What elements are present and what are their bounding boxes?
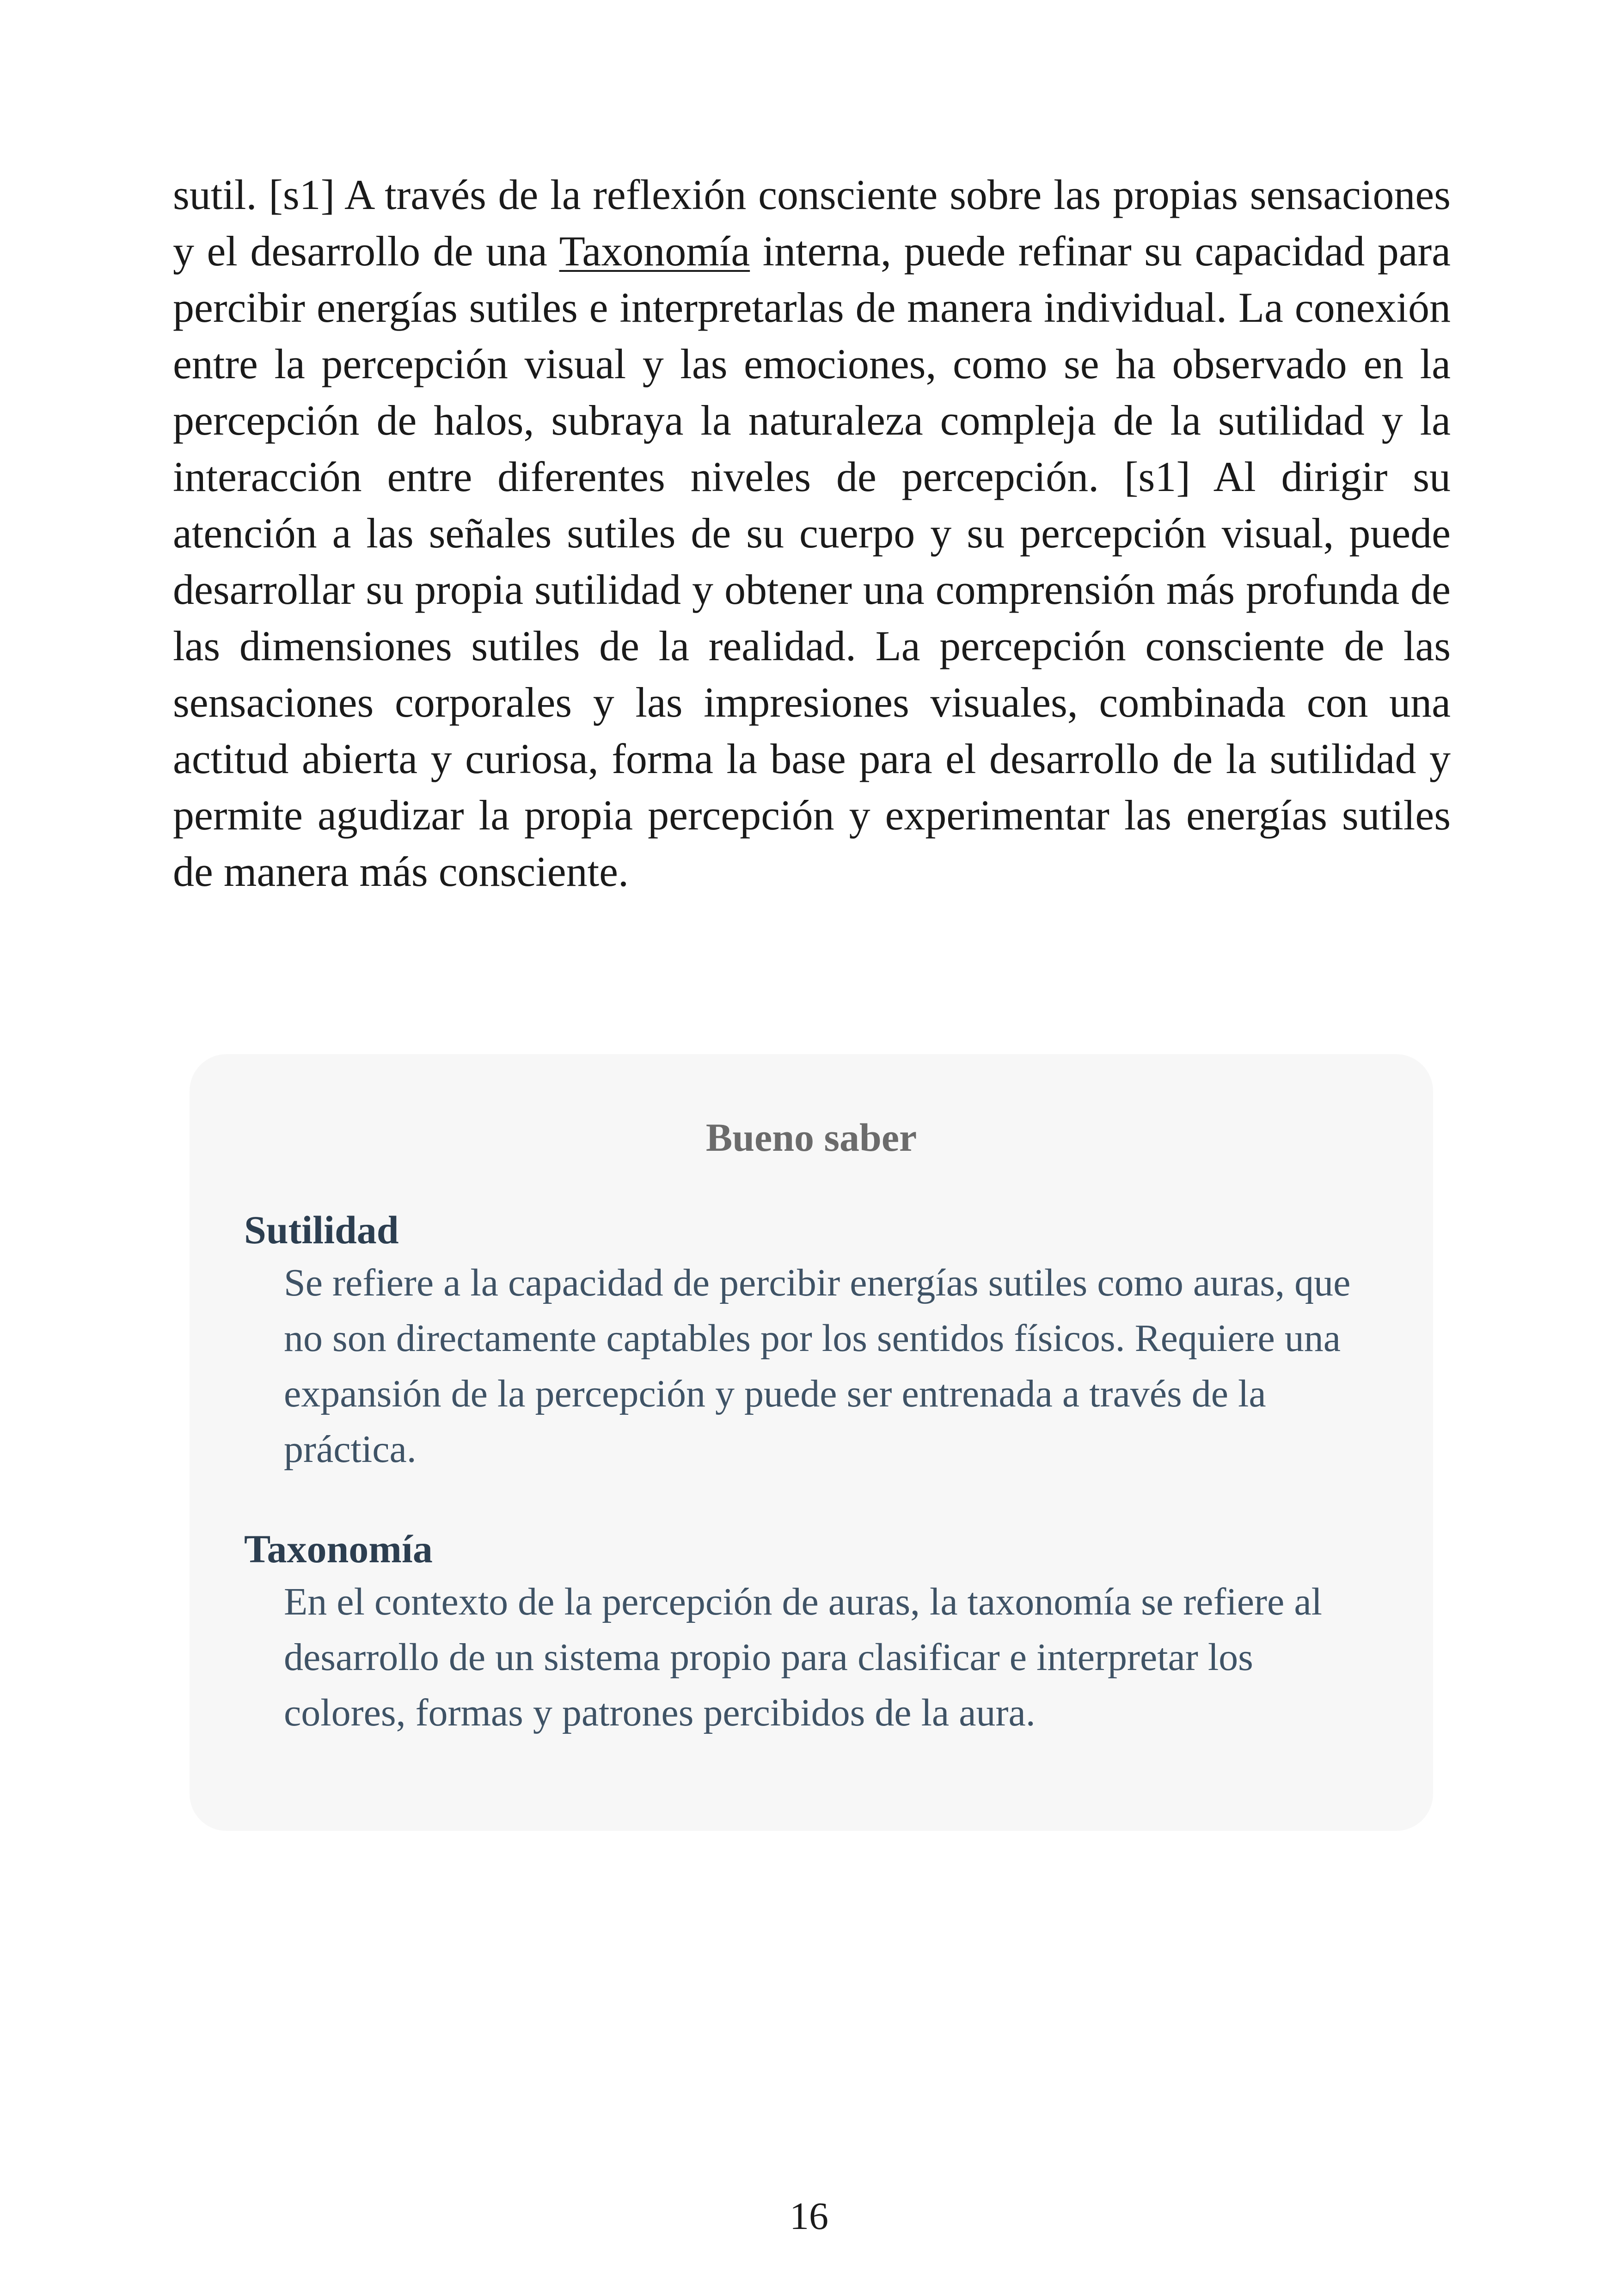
glossary-definition: Se refiere a la capacidad de percibir energías sutiles como auras, que no son directamente captables por los sentidos físicos. Requiere una expansión de la percepción y puede ser entrenada a través de la práctica.	[284, 1261, 1351, 1471]
glossary-term: Taxonomía	[244, 1527, 433, 1571]
page-number: 16	[790, 2195, 828, 2238]
taxonomia-link[interactable]: Taxonomía	[559, 227, 750, 275]
body-paragraph	[173, 166, 1451, 900]
box-title: Bueno saber	[705, 1115, 917, 1160]
glossary-entry-sutilidad	[244, 1204, 1368, 1477]
body-text-start: sutil. [s1] A través de la reflexión consciente sobre las propias sensaciones y el desarrollo de una	[173, 171, 1451, 275]
glossary-term: Sutilidad	[244, 1208, 399, 1252]
glossary-definition: En el contexto de la percepción de auras, la taxonomía se refiere al desarrollo de un sistema propio para clasificar e interpretar los colores, formas y patrones percibidos de la aura.	[284, 1580, 1322, 1734]
body-text-end: interna, puede refinar su capacidad para percibir energías sutiles e interpretarlas de manera individual. La conexión entre la percepción visual y las emociones, como se ha observado en la percepción de halos, subraya la naturaleza compleja de la sutilidad y la interacción entre diferentes niveles de percepción. [s1] Al dirigir su atención a las señales sutiles de su cuerpo y su percepción visual, puede desarrollar su propia sutilidad y obtener una comprensión más profunda de las dimensiones sutiles de la realidad. La percepción consciente de las sensaciones corporales y las impresiones visuales, combinada con una actitud abierta y curiosa, forma la base para el desarrollo de la sutilidad y permite agudizar la propia percepción y experimentar las energías sutiles de manera más consciente.	[173, 227, 1451, 895]
good-to-know-box	[190, 1054, 1433, 1831]
glossary-entry-taxonomia	[244, 1523, 1368, 1741]
